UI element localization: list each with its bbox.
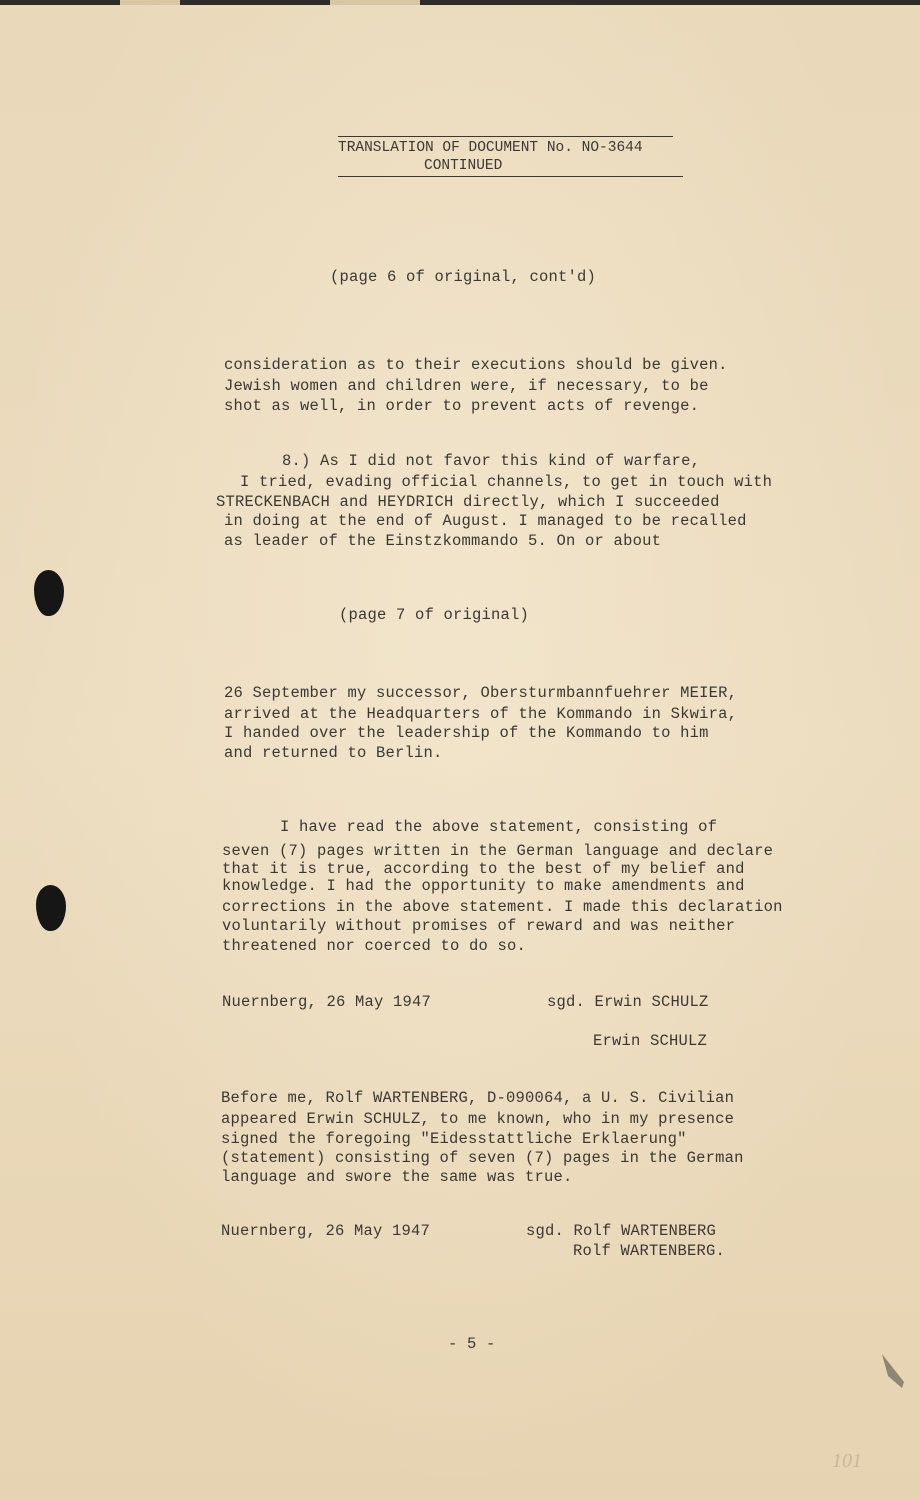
document-subtitle: CONTINUED <box>424 158 503 174</box>
paragraph-line: as leader of the Einstzkommando 5. On or about <box>224 532 662 550</box>
paragraph-line: seven (7) pages written in the German language and declare <box>222 842 774 860</box>
signature-place-date: Nuernberg, 26 May 1947 <box>222 993 432 1011</box>
paragraph-line: Before me, Rolf WARTENBERG, D-090064, a U. S. Civilian <box>221 1089 735 1107</box>
corner-mark <box>878 1352 908 1392</box>
paragraph-line: and returned to Berlin. <box>224 744 443 762</box>
certification-signed: sgd. Rolf WARTENBERG <box>526 1222 717 1240</box>
page-marker-7: (page 7 of original) <box>339 606 530 624</box>
paragraph-line: (statement) consisting of seven (7) pages in the German <box>221 1149 744 1167</box>
paragraph-line: 26 September my successor, Obersturmbannfuehrer MEIER, <box>224 684 738 702</box>
paragraph-line: signed the foregoing "Eidesstattliche Erklaerung" <box>221 1130 687 1148</box>
page-marker-6: (page 6 of original, cont'd) <box>330 268 597 286</box>
paragraph-line: shot as well, in order to prevent acts of revenge. <box>224 397 700 415</box>
paragraph-line: consideration as to their executions should be given. <box>224 356 728 374</box>
paragraph-line: I have read the above statement, consisting of <box>280 818 718 836</box>
heading-rule-top <box>338 136 673 137</box>
paragraph-line: voluntarily without promises of reward and was neither <box>222 917 736 935</box>
paragraph-line: 8.) As I did not favor this kind of warfare, <box>282 452 701 470</box>
paragraph-line: STRECKENBACH and HEYDRICH directly, which I succeeded <box>216 493 720 511</box>
heading-rule-bottom <box>338 176 683 177</box>
paragraph-line: Jewish women and children were, if necessary, to be <box>224 377 709 395</box>
paragraph-line: that it is true, according to the best of my belief and <box>222 860 745 878</box>
paragraph-line: appeared Erwin SCHULZ, to me known, who in my presence <box>221 1110 735 1128</box>
paragraph-line: I handed over the leadership of the Kommando to him <box>224 724 709 742</box>
document-title: TRANSLATION OF DOCUMENT No. NO-3644 <box>338 140 643 156</box>
paragraph-line: threatened nor coerced to do so. <box>222 937 527 955</box>
paragraph-line: corrections in the above statement. I made this declaration <box>222 898 783 916</box>
signature-signed: sgd. Erwin SCHULZ <box>547 993 709 1011</box>
certification-name: Rolf WARTENBERG. <box>573 1242 726 1260</box>
certification-place-date: Nuernberg, 26 May 1947 <box>221 1222 431 1240</box>
document-heading <box>338 136 683 177</box>
paragraph-line: knowledge. I had the opportunity to make amendments and <box>222 877 745 895</box>
paragraph-line: in doing at the end of August. I managed to be recalled <box>224 512 747 530</box>
paragraph-line: language and swore the same was true. <box>221 1168 573 1186</box>
archive-number: 101 <box>832 1450 862 1472</box>
paragraph-line: I tried, evading official channels, to get in touch with <box>240 473 773 491</box>
page-number: - 5 - <box>448 1335 496 1353</box>
paragraph-line: arrived at the Headquarters of the Kommando in Skwira, <box>224 705 738 723</box>
signature-name: Erwin SCHULZ <box>593 1032 708 1050</box>
